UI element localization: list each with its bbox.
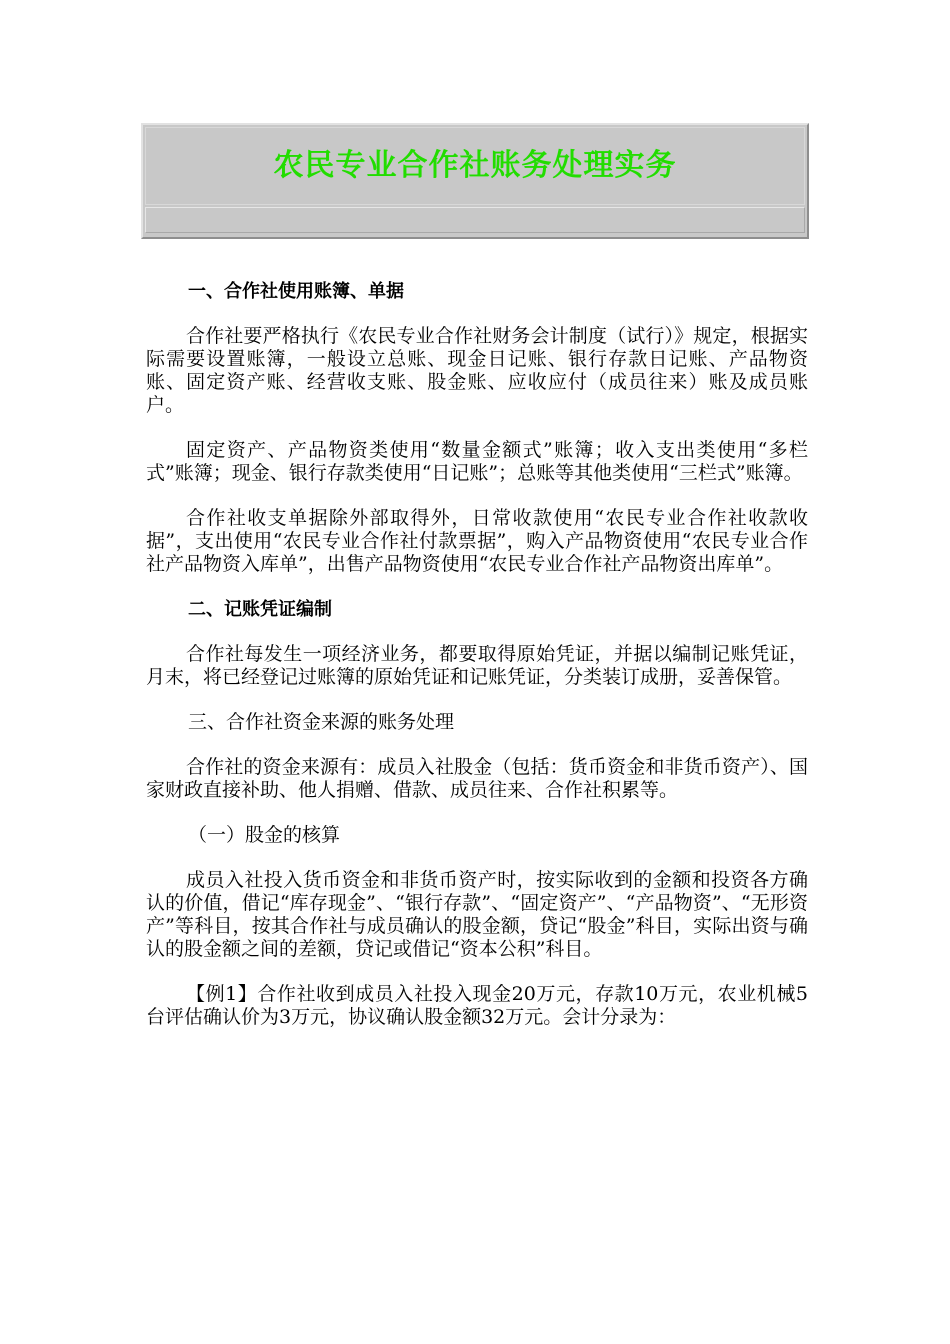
section-heading-3: 三、合作社资金来源的账务处理 bbox=[188, 711, 455, 733]
paragraph-2: 固定资产、产品物资类使用“数量金额式”账簿；收入支出类使用“多栏式”账簿；现金、银行存款类使用“日记账”；总账等其他类使用“三栏式”账簿。 bbox=[146, 439, 808, 484]
section-heading-1: 一、合作社使用账簿、单据 bbox=[188, 281, 404, 302]
paragraph-3: 合作社收支单据除外部取得外，日常收款使用“农民专业合作社收款收据”，支出使用“农民专业合作社付款票据”，购入产品物资使用“农民专业合作社产品物资入库单”，出售产品物资使用“农民专业合作社产品物资出库单”。 bbox=[146, 507, 808, 575]
section-heading-2: 二、记账凭证编制 bbox=[188, 599, 332, 620]
document-title: 农民专业合作社账务处理实务 bbox=[273, 148, 677, 183]
title-banner-empty-row bbox=[145, 207, 805, 233]
subsection-heading-1: （一）股金的核算 bbox=[188, 824, 341, 846]
title-cell bbox=[145, 127, 805, 205]
title-banner bbox=[141, 123, 809, 239]
paragraph-4: 合作社每发生一项经济业务，都要取得原始凭证，并据以编制记账凭证，月末，将已经登记过账簿的原始凭证和记账凭证，分类装订成册，妥善保管。 bbox=[146, 643, 808, 688]
paragraph-5: 合作社的资金来源有：成员入社股金（包括：货币资金和非货币资产）、国家财政直接补助、他人捐赠、借款、成员往来、合作社积累等。 bbox=[146, 756, 808, 801]
paragraph-1: 合作社要严格执行《农民专业合作社财务会计制度（试行）》规定，根据实际需要设置账簿，一般设立总账、现金日记账、银行存款日记账、产品物资账、固定资产账、经营收支账、股金账、应收应付（成员往来）账及成员账户。 bbox=[146, 325, 808, 416]
paragraph-6: 成员入社投入货币资金和非货币资产时，按实际收到的金额和投资各方确认的价值，借记“库存现金”、“银行存款”、“固定资产”、“产品物资”、“无形资产”等科目，按其合作社与成员确认的股金额，贷记“股金”科目，实际出资与确认的股金额之间的差额，贷记或借记“资本公积”科目。 bbox=[146, 869, 808, 960]
paragraph-7: 【例1】合作社收到成员入社投入现金20万元，存款10万元，农业机械5台评估确认价为3万元，协议确认股金额32万元。会计分录为： bbox=[146, 983, 808, 1028]
document-body bbox=[146, 280, 808, 1051]
